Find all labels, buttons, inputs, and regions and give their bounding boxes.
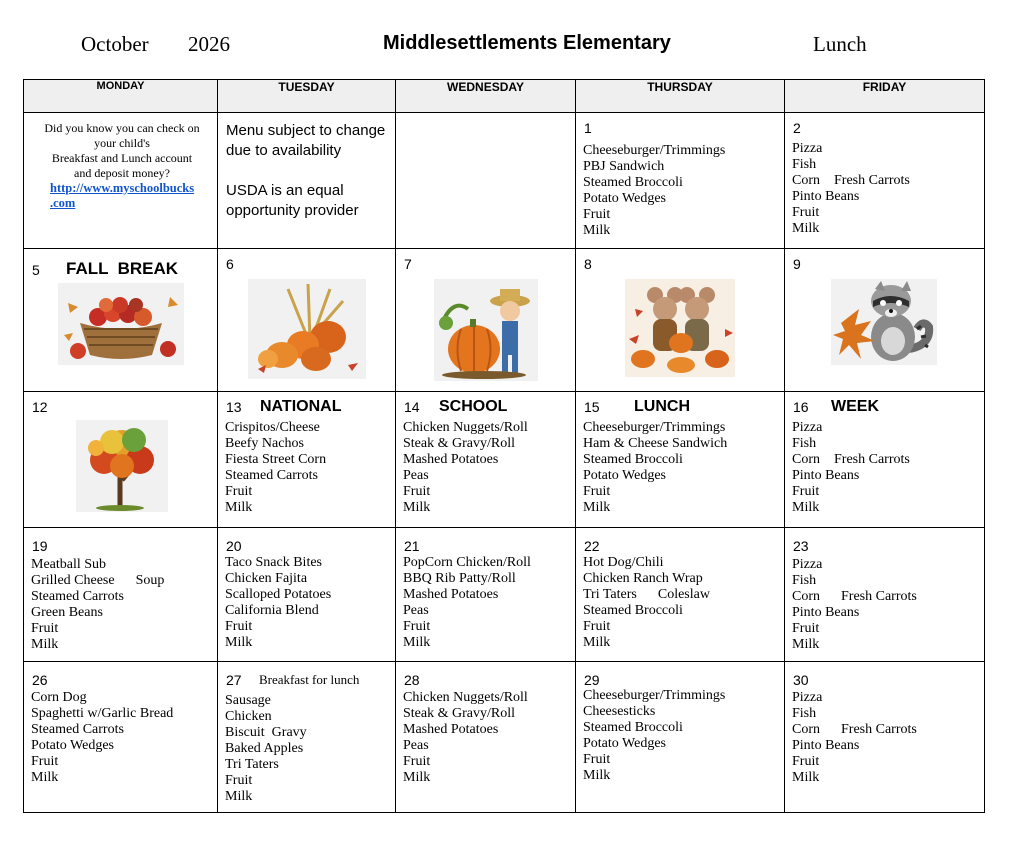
- menu-item: Fruit: [225, 619, 253, 634]
- menu-list: [31, 690, 173, 786]
- scarecrow-pumpkin-image: [434, 279, 538, 381]
- info-line: Breakfast and Lunch account: [51, 151, 193, 165]
- header-wednesday: WEDNESDAY: [396, 80, 576, 113]
- day-cell-27: [218, 662, 396, 813]
- apple-basket-image: [58, 283, 184, 365]
- day-number: 22: [584, 538, 600, 554]
- menu-item: Potato Wedges: [31, 738, 114, 753]
- menu-list: [583, 420, 727, 516]
- day-number: 28: [404, 672, 420, 688]
- menu-item: Fruit: [31, 621, 59, 636]
- menu-item: Steamed Broccoli: [583, 720, 683, 735]
- menu-item: Meatball Sub: [31, 557, 107, 572]
- menu-item: PBJ Sandwich: [583, 159, 665, 174]
- menu-item: Potato Wedges: [583, 736, 666, 751]
- menu-item: Chicken Nuggets/Roll: [403, 420, 528, 435]
- day-number: 7: [404, 256, 412, 272]
- day-cell-12: [24, 392, 218, 528]
- menu-item: Chicken Fajita: [225, 571, 308, 586]
- menu-item: Steak & Gravy/Roll: [403, 436, 515, 451]
- menu-item: Steamed Carrots: [31, 722, 124, 737]
- menu-item: Fruit: [225, 773, 253, 788]
- menu-item: Corn Fresh Carrots: [792, 452, 910, 467]
- menu-item: Potato Wedges: [583, 191, 666, 206]
- menu-item: Corn Fresh Carrots: [792, 589, 917, 604]
- menu-notice: Menu subject to change due to availability USDA is an equal opportunity provider: [226, 122, 386, 219]
- day-cell-9: [785, 249, 985, 392]
- day-number: 9: [793, 256, 801, 272]
- day-cell-21: [396, 528, 576, 662]
- day-number: 23: [793, 538, 809, 554]
- day-cell-7: [396, 249, 576, 392]
- menu-item: Steamed Broccoli: [583, 452, 683, 467]
- theme-word: NATIONAL: [260, 398, 342, 415]
- info-line: and deposit money?: [74, 166, 170, 180]
- menu-list: [792, 690, 917, 786]
- menu-item: Peas: [403, 738, 429, 753]
- menu-item: Fruit: [403, 484, 431, 499]
- lunch-calendar: [23, 79, 985, 813]
- day-number: 15: [584, 399, 600, 415]
- menu-item: Taco Snack Bites: [225, 555, 322, 570]
- account-info: [29, 121, 215, 211]
- menu-item: Cheesesticks: [583, 704, 656, 719]
- menu-item: Scalloped Potatoes: [225, 587, 332, 602]
- day-cell-1: [576, 113, 785, 249]
- day-number: 5: [32, 262, 40, 278]
- calendar-month: October: [81, 32, 149, 56]
- menu-list: [225, 555, 331, 651]
- day-number: 6: [226, 256, 234, 272]
- menu-item: Fruit: [792, 484, 820, 499]
- menu-item: Crispitos/Cheese: [225, 420, 320, 435]
- menu-item: Milk: [792, 500, 820, 515]
- menu-item: Fruit: [792, 621, 820, 636]
- menu-item: Beefy Nachos: [225, 436, 304, 451]
- menu-item: Peas: [403, 603, 429, 618]
- menu-list: [225, 420, 326, 516]
- menu-item: Fruit: [403, 619, 431, 634]
- menu-item: Biscuit Gravy: [225, 725, 307, 740]
- menu-item: Fruit: [792, 754, 820, 769]
- menu-item: Hot Dog/Chili: [583, 555, 664, 570]
- menu-item: Fruit: [583, 619, 611, 634]
- menu-item: Pinto Beans: [792, 189, 860, 204]
- menu-item: Corn Fresh Carrots: [792, 722, 917, 737]
- header-friday: FRIDAY: [785, 80, 985, 113]
- menu-item: California Blend: [225, 603, 319, 618]
- menu-item: Milk: [583, 768, 611, 783]
- menu-item: PopCorn Chicken/Roll: [403, 555, 531, 570]
- menu-list: [31, 557, 164, 653]
- day-number: 12: [32, 399, 48, 415]
- day-number: 20: [226, 538, 242, 554]
- menu-item: Milk: [403, 635, 431, 650]
- menu-item: Pinto Beans: [792, 738, 860, 753]
- day-cell-2: [785, 113, 985, 249]
- menu-item: Fish: [792, 157, 817, 172]
- day-cell-20: [218, 528, 396, 662]
- menu-item: Pizza: [792, 690, 823, 705]
- day-cell-28: [396, 662, 576, 813]
- menu-item: Fiesta Street Corn: [225, 452, 327, 467]
- menu-item: Fruit: [403, 754, 431, 769]
- day-cell-13: [218, 392, 396, 528]
- day-cell-14: [396, 392, 576, 528]
- menu-item: Chicken Nuggets/Roll: [403, 690, 528, 705]
- menu-item: Milk: [403, 770, 431, 785]
- info-line: your child's: [94, 136, 150, 150]
- menu-item: Pinto Beans: [792, 605, 860, 620]
- day-number: 16: [793, 399, 809, 415]
- menu-item: Steamed Carrots: [225, 468, 318, 483]
- header-thursday: THURSDAY: [576, 80, 785, 113]
- day-number: 2: [793, 120, 801, 136]
- menu-item: Fruit: [225, 484, 253, 499]
- menu-item: Fruit: [583, 484, 611, 499]
- menu-item: Milk: [225, 500, 253, 515]
- menu-item: Pizza: [792, 557, 823, 572]
- menu-list: [403, 555, 531, 651]
- day-cell-30: [785, 662, 985, 813]
- calendar-year: 2026: [188, 32, 230, 56]
- day-cell-19: [24, 528, 218, 662]
- pumpkins-wheat-image: [248, 279, 366, 379]
- menu-item: Corn Fresh Carrots: [792, 173, 910, 188]
- menu-item: Sausage: [225, 693, 271, 708]
- menu-item: Peas: [403, 468, 429, 483]
- day-number: 13: [226, 399, 242, 415]
- menu-item: Fruit: [583, 207, 611, 222]
- menu-item: Steak & Gravy/Roll: [403, 706, 515, 721]
- menu-list: [583, 688, 725, 784]
- menu-item: Milk: [583, 223, 611, 238]
- menu-item: Mashed Potatoes: [403, 722, 499, 737]
- menu-item: Milk: [583, 500, 611, 515]
- menu-item: Milk: [792, 770, 820, 785]
- menu-list: [403, 690, 528, 786]
- school-name: Middlesettlements Elementary: [383, 32, 671, 54]
- day-cell-8: [576, 249, 785, 392]
- theme-word: LUNCH: [634, 398, 690, 415]
- autumn-tree-image: [76, 420, 168, 512]
- menu-list: [225, 693, 307, 805]
- menu-list: [583, 143, 725, 239]
- menu-item: Spaghetti w/Garlic Bread: [31, 706, 174, 721]
- menu-item: Chicken Ranch Wrap: [583, 571, 703, 586]
- menu-item: Grilled Cheese Soup: [31, 573, 165, 588]
- menu-item: Milk: [31, 637, 59, 652]
- day-number: 30: [793, 672, 809, 688]
- menu-item: Pizza: [792, 141, 823, 156]
- menu-list: [792, 420, 910, 516]
- day-number: 14: [404, 399, 420, 415]
- menu-list: [792, 141, 910, 237]
- menu-item: Steamed Carrots: [31, 589, 124, 604]
- menu-item: Steamed Broccoli: [583, 603, 683, 618]
- fall-break-label: FALL BREAK: [66, 259, 179, 278]
- menu-item: Mashed Potatoes: [403, 587, 499, 602]
- info-line: Did you know you can check on: [44, 121, 200, 135]
- menu-list: [403, 420, 528, 516]
- menu-item: Milk: [792, 221, 820, 236]
- menu-item: Milk: [225, 789, 253, 804]
- menu-item: Baked Apples: [225, 741, 304, 756]
- menu-item: Cheeseburger/Trimmings: [583, 420, 726, 435]
- header-tuesday: TUESDAY: [218, 80, 396, 113]
- menu-item: BBQ Rib Patty/Roll: [403, 571, 516, 586]
- menu-item: Fruit: [583, 752, 611, 767]
- menu-item: Ham & Cheese Sandwich: [583, 436, 728, 451]
- menu-item: Chicken: [225, 709, 272, 724]
- day-cell-23: [785, 528, 985, 662]
- menu-item: Cheeseburger/Trimmings: [583, 688, 726, 703]
- menu-item: Milk: [403, 500, 431, 515]
- theme-word: SCHOOL: [439, 398, 508, 415]
- menu-item: Green Beans: [31, 605, 103, 620]
- cell-empty: [396, 113, 576, 249]
- menu-item: Milk: [583, 635, 611, 650]
- day-cell-26: [24, 662, 218, 813]
- menu-item: Milk: [225, 635, 253, 650]
- theme-word: WEEK: [831, 398, 879, 415]
- menu-item: Steamed Broccoli: [583, 175, 683, 190]
- day-cell-22: [576, 528, 785, 662]
- day-number: 1: [584, 120, 592, 136]
- menu-item: Fish: [792, 436, 817, 451]
- cell-info: [24, 113, 218, 249]
- myschoolbucks-link[interactable]: http://www.myschoolbucks .com: [50, 181, 195, 210]
- day-cell-29: [576, 662, 785, 813]
- meal-type: Lunch: [813, 32, 867, 56]
- header-monday: MONDAY: [24, 80, 218, 113]
- menu-item: Fruit: [792, 205, 820, 220]
- menu-list: [792, 557, 917, 653]
- menu-list: [583, 555, 710, 651]
- menu-item: Mashed Potatoes: [403, 452, 499, 467]
- menu-item: Fish: [792, 706, 817, 721]
- day-number: 8: [584, 256, 592, 272]
- menu-item: Fish: [792, 573, 817, 588]
- breakfast-for-lunch-note: Breakfast for lunch: [259, 672, 360, 687]
- day-cell-5: [24, 249, 218, 392]
- menu-item: Pizza: [792, 420, 823, 435]
- menu-item: Fruit: [31, 754, 59, 769]
- mice-pumpkins-image: [625, 279, 735, 377]
- day-number: 21: [404, 538, 420, 554]
- day-number: 26: [32, 672, 48, 688]
- menu-item: Corn Dog: [31, 690, 87, 705]
- menu-item: Pinto Beans: [792, 468, 860, 483]
- menu-item: Tri Taters: [225, 757, 279, 772]
- menu-item: Tri Taters Coleslaw: [583, 587, 710, 602]
- menu-item: Cheeseburger/Trimmings: [583, 143, 726, 158]
- day-number: 27: [226, 672, 242, 688]
- day-cell-16: [785, 392, 985, 528]
- menu-item: Milk: [31, 770, 59, 785]
- day-number: 29: [584, 672, 600, 688]
- day-cell-15: [576, 392, 785, 528]
- day-cell-6: [218, 249, 396, 392]
- menu-item: Potato Wedges: [583, 468, 666, 483]
- cell-notice: [218, 113, 396, 249]
- day-number: 19: [32, 538, 48, 554]
- menu-item: Milk: [792, 637, 820, 652]
- raccoon-leaf-image: [831, 279, 937, 365]
